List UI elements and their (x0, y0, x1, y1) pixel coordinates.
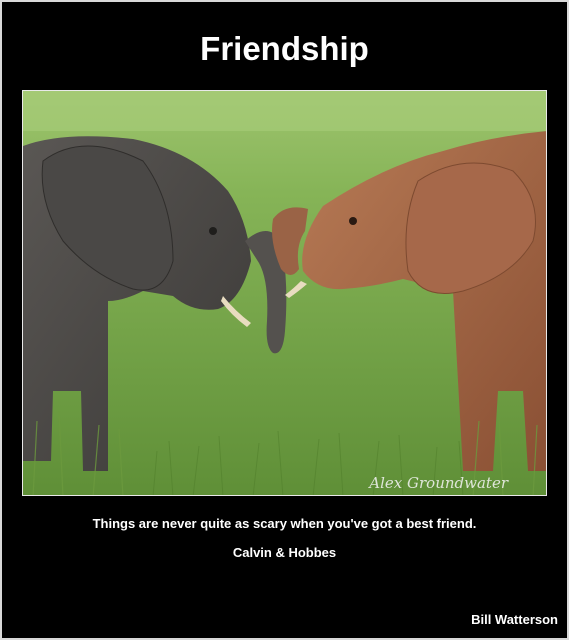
quote-text: Things are never quite as scary when you've got a best friend. (92, 516, 477, 531)
poster (2, 2, 567, 638)
author-name: Bill Watterson (471, 612, 558, 627)
poster-title: Friendship (200, 30, 369, 67)
photographer-watermark: Alex Groundwater (369, 474, 508, 492)
elephant-photo (22, 90, 547, 496)
photo-illustration (23, 91, 547, 496)
quote-attribution: Calvin & Hobbes (232, 545, 337, 560)
background-blur (23, 91, 547, 131)
